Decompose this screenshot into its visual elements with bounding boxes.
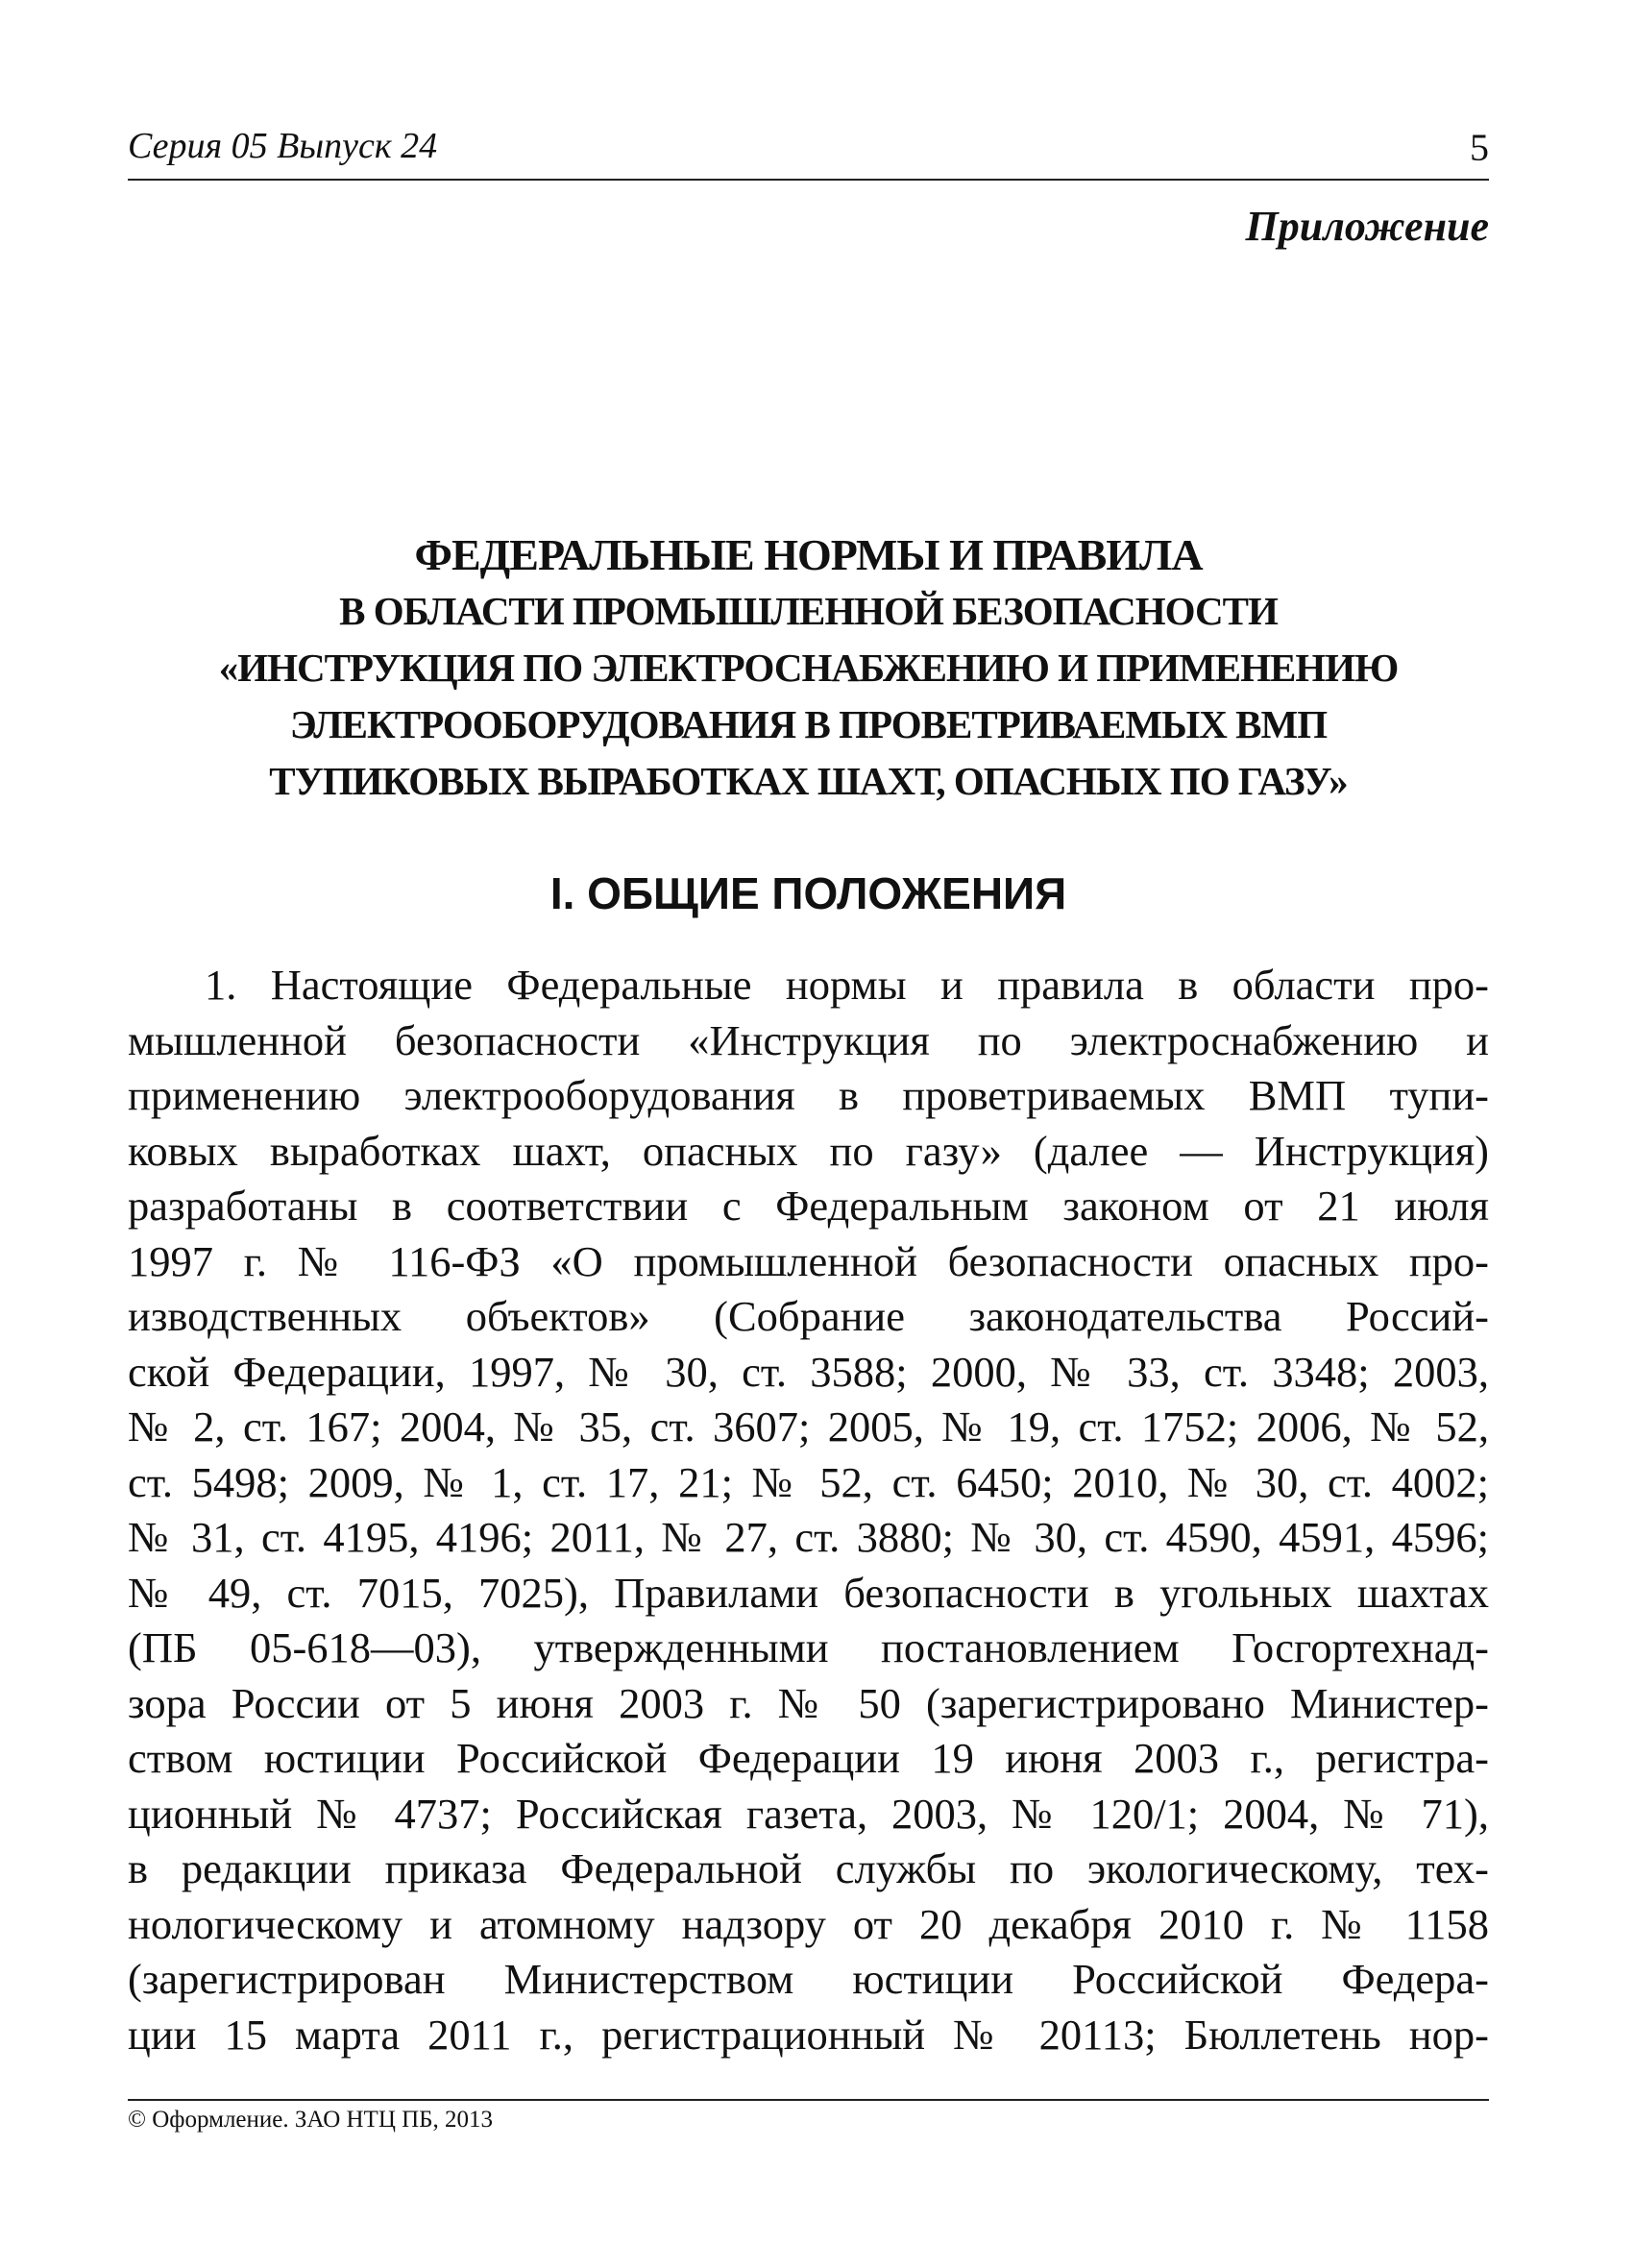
text-line: ционный № 4737; Российская газета, 2003, № 120/1; 2004, № 71), <box>128 1789 1489 1838</box>
series-label: Серия 05 Выпуск 24 <box>128 126 438 166</box>
title-line: «ИНСТРУКЦИЯ ПО ЭЛЕКТРОСНАБЖЕНИЮ И ПРИМЕНЕНИЮ <box>218 646 1399 690</box>
title-line: ЭЛЕКТРООБОРУДОВАНИЯ В ПРОВЕТРИВАЕМЫХ ВМП <box>289 702 1328 746</box>
copyright-text: © Оформление. ЗАО НТЦ ПБ, 2013 <box>128 2107 494 2133</box>
text-line: № 31, ст. 4195, 4196; 2011, № 27, ст. 3880; № 30, ст. 4590, 4591, 4596; <box>128 1513 1489 1561</box>
document-title <box>128 526 1489 810</box>
text-line: ством юстиции Российской Федерации 19 июня 2003 г., регистра- <box>128 1734 1489 1782</box>
page-number: 5 <box>1470 126 1489 169</box>
text-line: ции 15 марта 2011 г., регистрационный № 20113; Бюллетень нор- <box>128 2010 1489 2059</box>
text-line: нологическому и атомному надзору от 20 декабря 2010 г. № 1158 <box>128 1899 1489 1948</box>
title-line: ТУПИКОВЫХ ВЫРАБОТКАХ ШАХТ, ОПАСНЫХ ПО ГАЗУ» <box>269 759 1348 803</box>
text-line: мышленной безопасности «Инструкция по электроснабжению и <box>128 1015 1489 1064</box>
text-line: № 2, ст. 167; 2004, № 35, ст. 3607; 2005, № 19, ст. 1752; 2006, № 52, <box>128 1402 1489 1451</box>
title-line: ФЕДЕРАЛЬНЫЕ НОРМЫ И ПРАВИЛА <box>414 530 1203 579</box>
text-line: № 49, ст. 7015, 7025), Правилами безопасности в угольных шахтах <box>128 1568 1489 1617</box>
text-line: изводственных объектов» (Собрание законодательства Россий- <box>128 1292 1489 1340</box>
text-line: 1997 г. № 116-ФЗ «О промышленной безопасности опасных про- <box>128 1236 1489 1285</box>
running-header <box>128 123 1489 181</box>
text-line: ской Федерации, 1997, № 30, ст. 3588; 2000, № 33, ст. 3348; 2003, <box>128 1347 1489 1396</box>
footer <box>128 2099 1489 2134</box>
text-line: (ПБ 05-618—03), утвержденными постановлением Госгортехнад- <box>128 1623 1489 1671</box>
paragraph-1 <box>128 958 1489 2062</box>
text-line: (зарегистрирован Министерством юстиции Российской Федера- <box>128 1955 1489 2003</box>
section-heading: I. ОБЩИЕ ПОЛОЖЕНИЯ <box>549 868 1067 918</box>
title-line: В ОБЛАСТИ ПРОМЫШЛЕННОЙ БЕЗОПАСНОСТИ <box>339 589 1278 633</box>
text-line: зора России от 5 июня 2003 г. № 50 (зарегистрировано Министер- <box>128 1678 1489 1727</box>
text-line: 1. Настоящие Федеральные нормы и правила в области про- <box>205 961 1489 1009</box>
text-line: ковых выработках шахт, опасных по газу» (далее — Инструкция) <box>128 1126 1489 1175</box>
text-line: в редакции приказа Федеральной службы по экологическому, тех- <box>128 1844 1489 1892</box>
text-line: разработаны в соответствии с Федеральным законом от 21 июля <box>128 1182 1489 1230</box>
text-line: ст. 5498; 2009, № 1, ст. 17, 21; № 52, ст. 6450; 2010, № 30, ст. 4002; <box>128 1457 1489 1506</box>
appendix-label: Приложение <box>1245 203 1489 250</box>
text-line: применению электрооборудования в проветриваемых ВМП тупи- <box>128 1071 1489 1119</box>
